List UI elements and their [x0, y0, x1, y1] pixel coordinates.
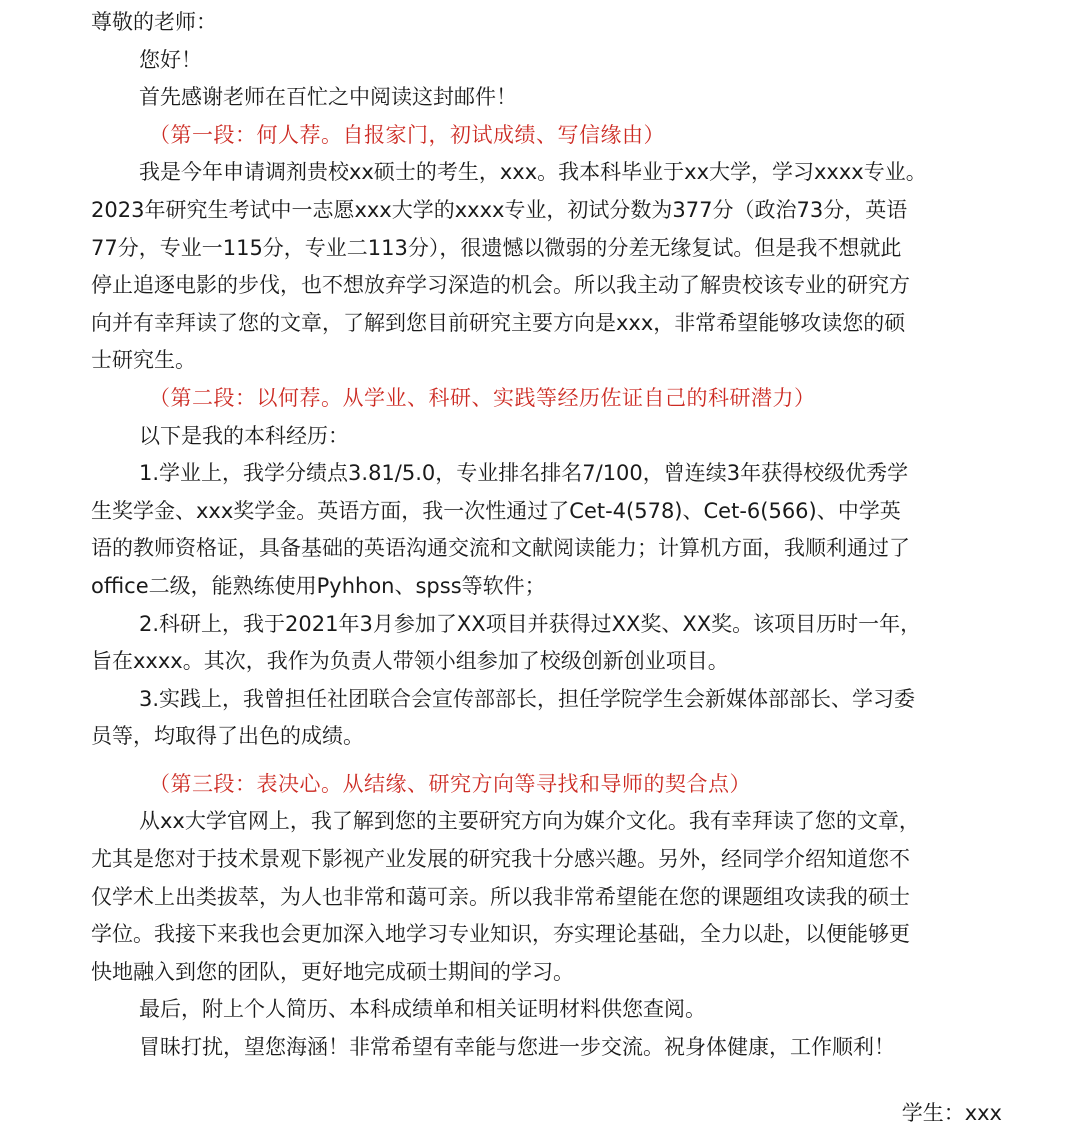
- paragraph-line: 3.实践上，我曾担任社团联合会宣传部部长，担任学院学生会新媒体部部长、学习委: [139, 686, 916, 711]
- paragraph-line: 快地融入到您的团队，更好地完成硕士期间的学习。: [91, 959, 574, 984]
- paragraph-line: 生奖学金、xxx奖学金。英语方面，我一次性通过了Cet-4(578)、Cet-6(566)、中学英: [91, 498, 901, 523]
- spacer: [91, 756, 1032, 766]
- signature: 学生：xxx: [901, 1101, 1002, 1126]
- experience-intro: 以下是我的本科经历：: [139, 423, 349, 448]
- paragraph-line: office二级，能熟练使用Pyhhon、spss等软件；: [91, 573, 546, 598]
- closing-attachments: 最后，附上个人简历、本科成绩单和相关证明材料供您查阅。: [139, 997, 706, 1022]
- paragraph-line: 1.学业上，我学分绩点3.81/5.0，专业排名排名7/100，曾连续3年获得校级优秀学: [139, 461, 909, 486]
- paragraph-line: 旨在xxxx。其次，我作为负责人带领小组参加了校级创新创业项目。: [91, 649, 729, 674]
- paragraph-line: 2.科研上，我于2021年3月参加了XX项目并获得过XX奖、XX奖。该项目历时一年，: [139, 611, 922, 636]
- paragraph-line: 我是今年申请调剂贵校xx硕士的考生，xxx。我本科毕业于xx大学，学习xxxx专业。: [139, 160, 927, 185]
- section-heading-2: （第二段：以何荐。从学业、科研、实践等经历佐证自己的科研潜力）: [149, 385, 816, 410]
- paragraph-line: 员等，均取得了出色的成绩。: [91, 724, 364, 749]
- paragraph-line: 停止追逐电影的步伐，也不想放弃学习深造的机会。所以我主动了解贵校该专业的研究方: [91, 273, 910, 298]
- paragraph-line: 尤其是您对于技术景观下影视产业发展的研究我十分感兴趣。另外，经同学介绍知道您不: [91, 847, 910, 872]
- closing-wishes: 冒昧打扰，望您海涵！非常希望有幸能与您进一步交流。祝身体健康，工作顺利！: [139, 1035, 895, 1060]
- paragraph-1: [91, 154, 1032, 380]
- experience-item-research: [91, 606, 1032, 681]
- paragraph-line: 向并有幸拜读了您的文章，了解到您目前研究主要方向是xxx，非常希望能够攻读您的硕: [91, 310, 906, 335]
- experience-item-practice: [91, 681, 1032, 756]
- experience-item-academic: [91, 455, 1032, 605]
- paragraph-line: 语的教师资格证，具备基础的英语沟通交流和文献阅读能力；计算机方面，我顺利通过了: [91, 536, 910, 561]
- paragraph-line: 仅学术上出类拔萃，为人也非常和蔼可亲。所以我非常希望能在您的课题组攻读我的硕士: [91, 884, 910, 909]
- paragraph-line: 士研究生。: [91, 348, 196, 373]
- paragraph-line: 从xx大学官网上，我了解到您的主要研究方向为媒介文化。我有幸拜读了您的文章，: [139, 809, 920, 834]
- section-heading-1: （第一段：何人荐。自报家门，初试成绩、写信缘由）: [149, 122, 665, 147]
- section-heading-3: （第三段：表决心。从结缘、研究方向等寻找和导师的契合点）: [149, 771, 751, 796]
- paragraph-line: 2023年研究生考试中一志愿xxx大学的xxxx专业，初试分数为377分（政治73分，英语: [91, 197, 908, 222]
- paragraph-line: 学位。我接下来我也会更加深入地学习专业知识，夯实理论基础，全力以赴，以便能够更: [91, 922, 910, 947]
- thanks-line: 首先感谢老师在百忙之中阅读这封邮件！: [139, 85, 517, 110]
- paragraph-3: [91, 803, 1032, 991]
- paragraph-line: 77分，专业一115分，专业二113分），很遗憾以微弱的分差无缘复试。但是我不想就此: [91, 235, 902, 260]
- greeting: 您好！: [139, 47, 202, 72]
- salutation: 尊敬的老师：: [91, 10, 217, 34]
